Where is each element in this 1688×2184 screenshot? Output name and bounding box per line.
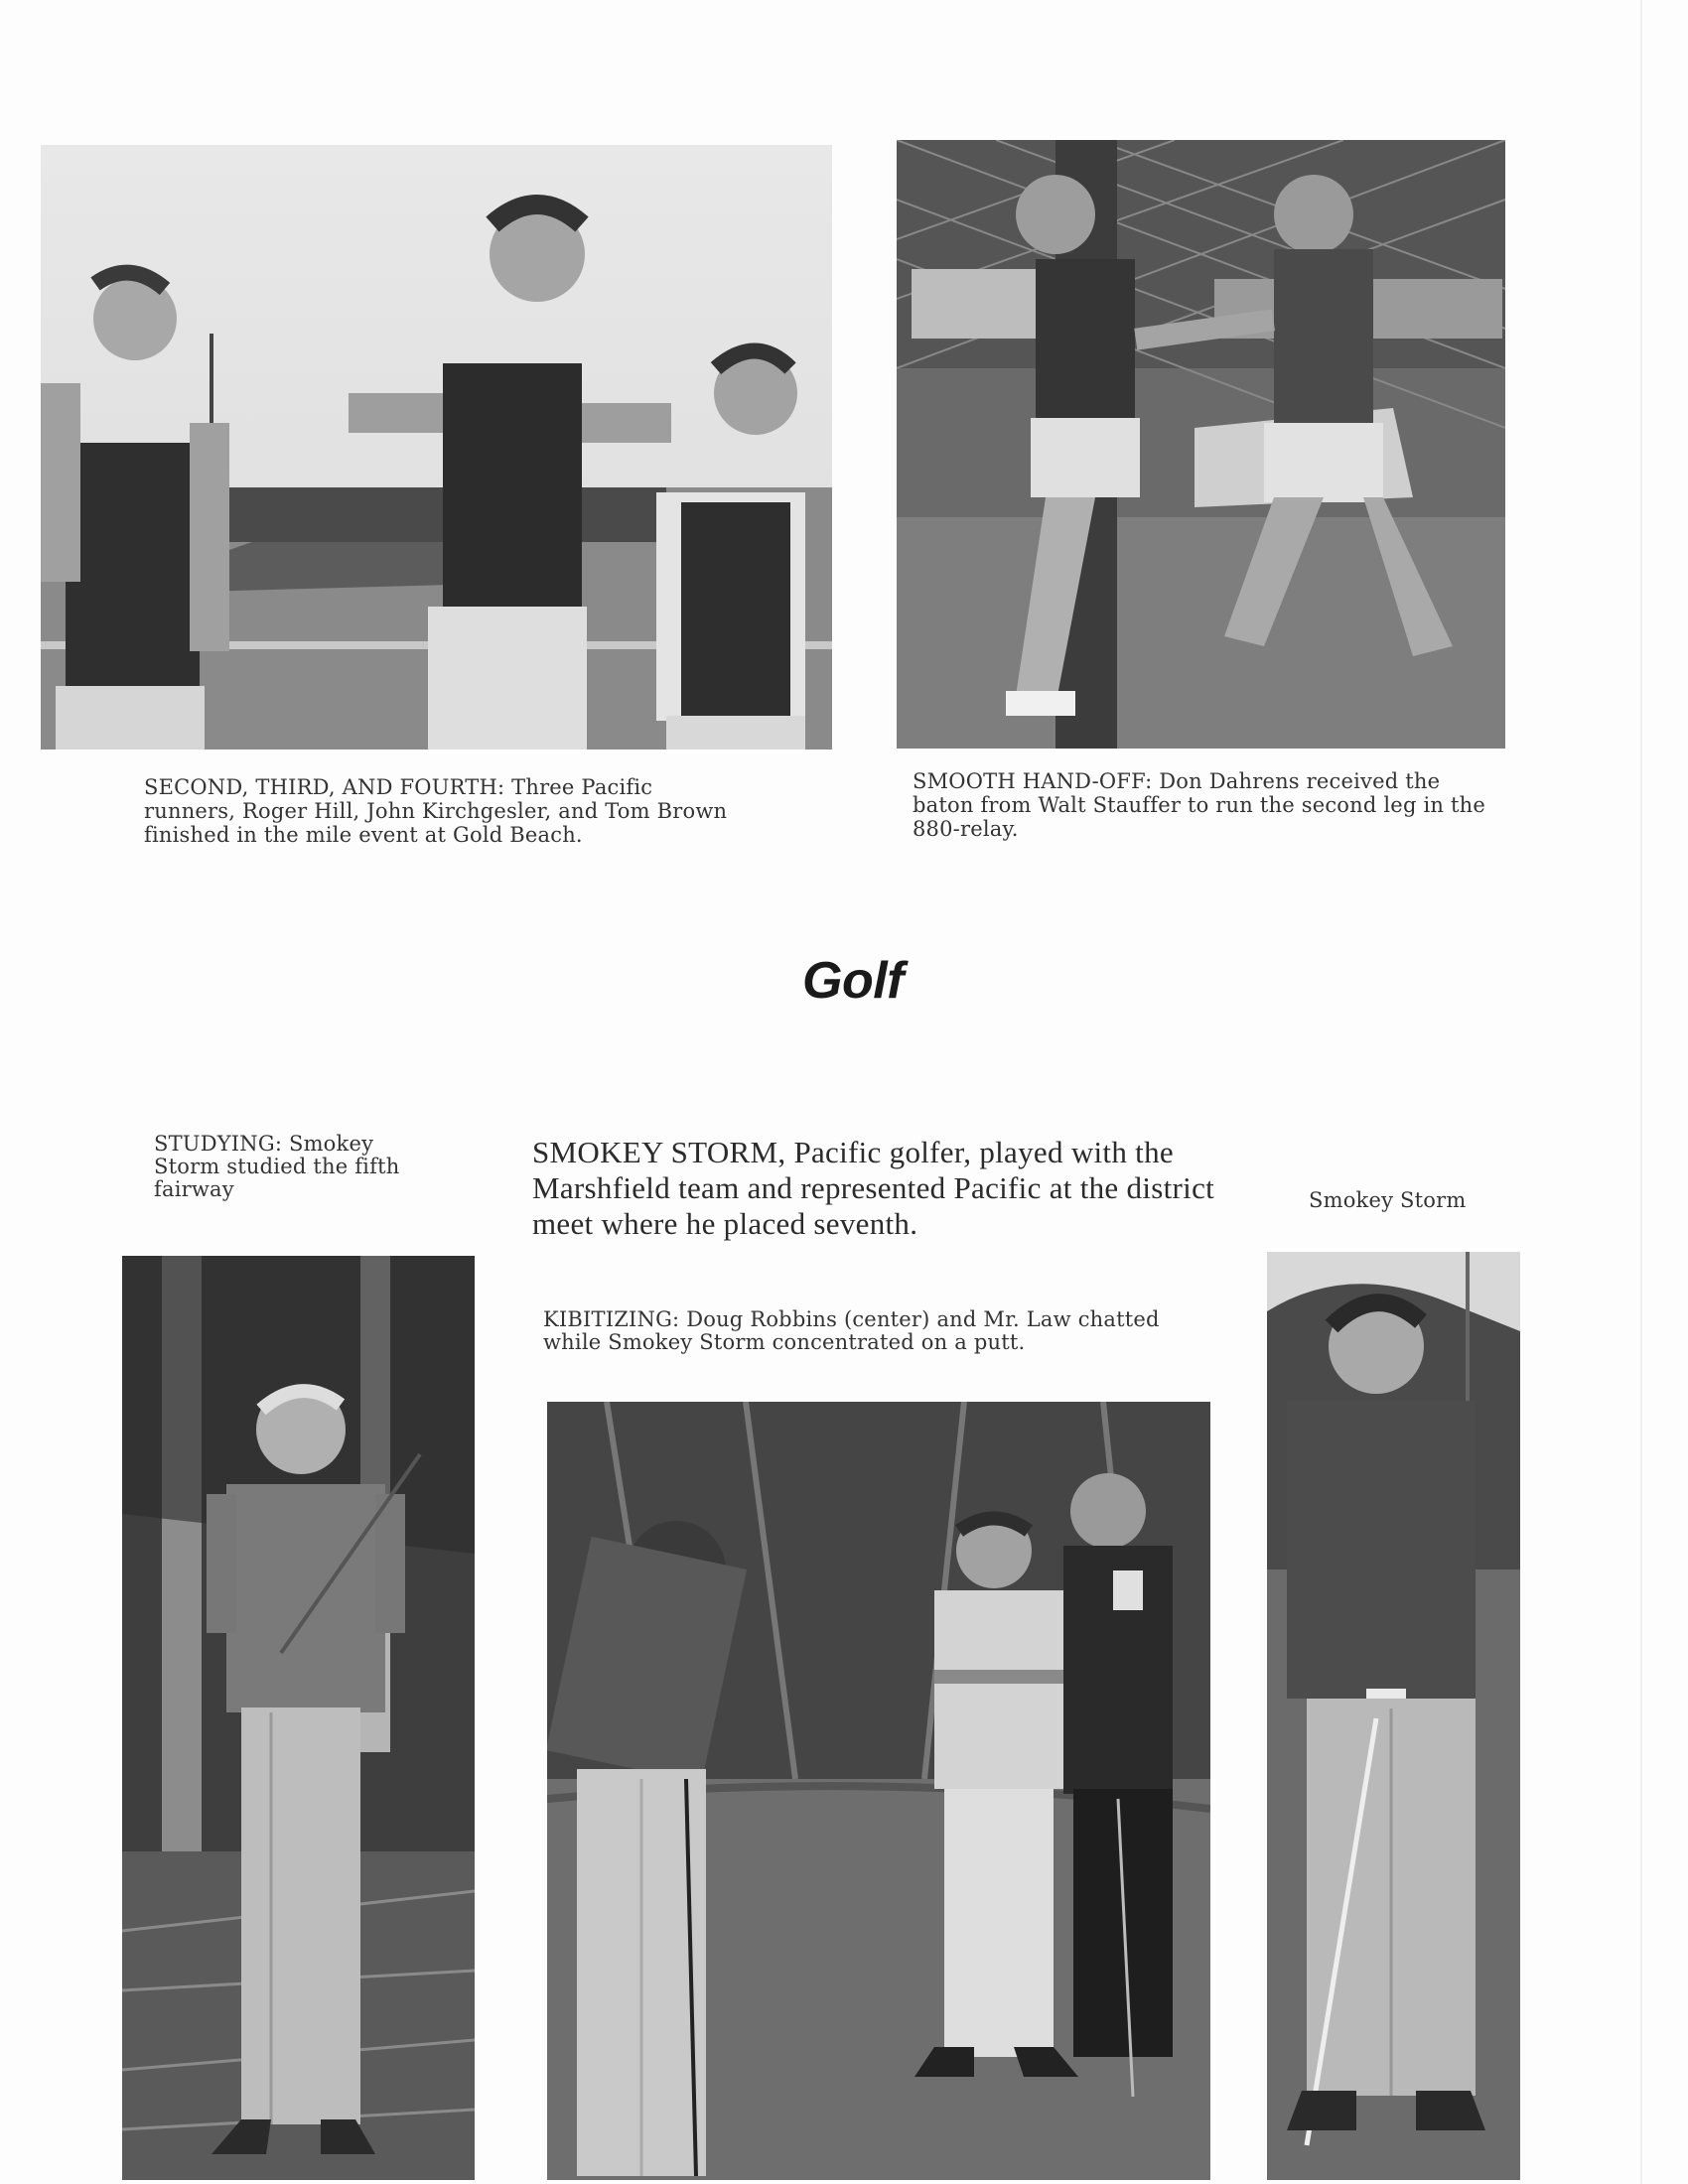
photo-smokey-storm-portrait (1267, 1252, 1520, 2180)
photo-runners-mile (41, 145, 832, 750)
caption-relay-handoff: SMOOTH HAND-OFF: Don Dahrens received the baton from Walt Stauffer to run the second leg in the 880-relay. (913, 769, 1485, 841)
caption-kibitzing: KIBITIZING: Doug Robbins (center) and Mr. Law chatted while Smokey Storm concentrated on a putt. (543, 1307, 1160, 1354)
photo-studying-fairway (122, 1256, 475, 2180)
photo-relay-handoff (897, 140, 1505, 749)
caption-runners-mile: SECOND, THIRD, AND FOURTH: Three Pacific runners, Roger Hill, John Kirchgesler, and Tom Brown finished in the mile event at Gold Beach. (144, 775, 728, 847)
section-heading-golf: Golf (802, 952, 904, 1010)
caption-portrait: Smokey Storm (1309, 1188, 1467, 1212)
photo-kibitzing-putt (547, 1402, 1210, 2180)
golf-lead-text: SMOKEY STORM, Pacific golfer, played with the Marshfield team and represented Pacific at the district meet where he placed seventh. (532, 1135, 1215, 1241)
caption-studying: STUDYING: Smokey Storm studied the fifth fairway (154, 1132, 400, 1201)
page-edge (1640, 0, 1642, 2184)
